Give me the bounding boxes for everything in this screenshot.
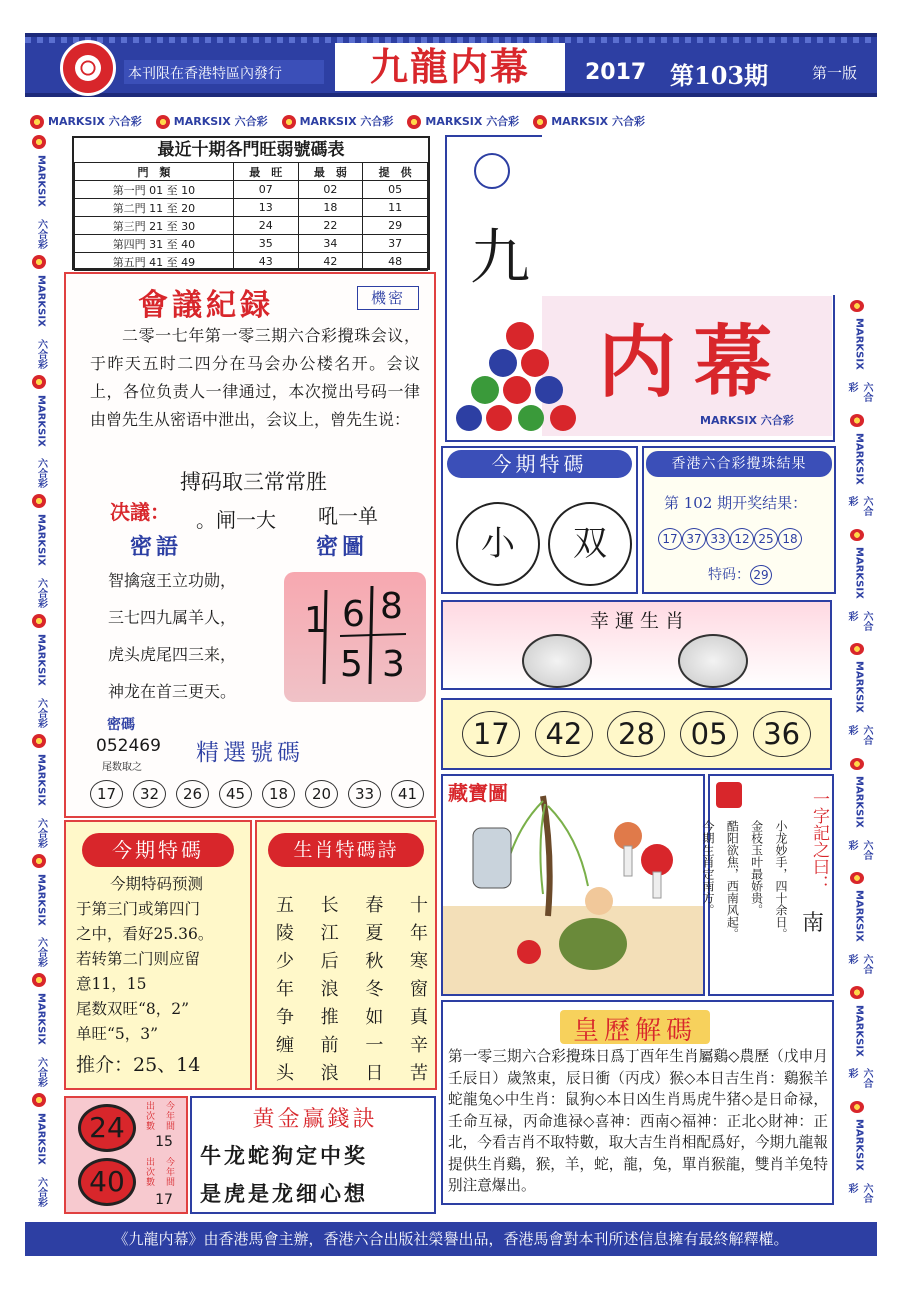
table-cell: 第三門 21 至 30	[75, 217, 234, 235]
table-row	[75, 235, 428, 253]
stat-number: 24	[78, 1104, 136, 1152]
flower-icon	[156, 115, 170, 129]
flower-icon	[30, 115, 44, 129]
table-row	[75, 181, 428, 199]
tip-line: 于第三门或第四门	[76, 900, 201, 918]
table-cell: 18	[298, 199, 363, 217]
tip-line: 意11，15	[76, 975, 147, 993]
table-cell: 29	[363, 217, 428, 235]
calendar-body: 第一零三期六合彩攪珠日爲丁酉年生肖屬鷄◇農歷（戊申月壬辰日）歲煞東，辰日衝（丙戌）猴◇本日吉生肖：鷄猴羊蛇龍兔◇中生肖：鼠狗◇本日凶生肖馬虎牛猪◇是日命禄，壬命互禄，丙命進禄◇喜神：西南◇福神：正北◇財神：正北，今看吉肖不取特數，取大吉生肖相配爲好，今期九龍報提供生肖鷄，猴，羊，蛇，龍，兔，單肖猴龍，雙肖羊兔特别注意爆出。	[448, 1048, 828, 1194]
stat-value: 17	[155, 1192, 173, 1208]
golden-tip-title: 黄金赢錢訣	[252, 1107, 378, 1132]
meeting-quote: 搏码取三常常胜	[180, 470, 327, 494]
appearance-stats-panel	[64, 1096, 188, 1214]
stat-number: 40	[78, 1158, 136, 1206]
distribution-notice: 本刊限在香港特區內發行	[124, 60, 324, 84]
poem-column: 春夏秋冬如一日	[362, 895, 384, 1091]
stat-label: 今年間	[166, 1158, 176, 1188]
table-cell: 24	[233, 217, 298, 235]
number-ball: 32	[133, 780, 166, 808]
flower-icon	[32, 494, 46, 508]
recommendation: 推介：25、14	[76, 1054, 201, 1076]
table-header: 最 旺	[233, 163, 298, 181]
table-grid	[74, 162, 428, 271]
special-label: 特码：	[708, 567, 750, 583]
riddle-column: 今期生肖定南方。	[701, 820, 715, 916]
special-tip-body	[76, 872, 248, 1042]
flower-icon	[75, 55, 101, 81]
riddle-column: 酷阳欲焦，西南风起。	[725, 820, 740, 940]
result-ball: 37	[682, 528, 706, 550]
stat-label: 出次數	[146, 1102, 156, 1132]
table-cell: 35	[233, 235, 298, 253]
today-special-title: 今期特碼	[447, 450, 632, 478]
flower-icon	[850, 872, 864, 884]
secret-diagram-label: 密圖	[316, 534, 369, 560]
table-cell: 05	[363, 181, 428, 199]
top-border-strip: MARKSIX 六合彩 MARKSIX 六合彩 MARKSIX 六合彩 MARKSIX 六合彩 MARKSIX 六合彩	[30, 110, 545, 132]
flower-icon	[32, 375, 46, 389]
table-cell: 第五門 41 至 49	[75, 253, 234, 271]
right-border-strip: MARKSIX 六合彩 MARKSIX 六合彩 MARKSIX 六合彩 MARKSIX 六合彩 MARKSIX 六合彩 MARKSIX 六合彩 MARKSIX 六合彩 MARKSIX 六合彩	[848, 300, 870, 1215]
flower-icon	[533, 115, 547, 129]
table-cell: 48	[363, 253, 428, 271]
table-cell: 42	[298, 253, 363, 271]
issue-year: 2017	[585, 60, 647, 85]
poem-line: 智擒寇王立功勋，	[108, 571, 237, 590]
parity-ring: 双	[548, 502, 632, 586]
treasure-illustration	[443, 776, 703, 994]
table-cell: 11	[363, 199, 428, 217]
number-ball: 05	[680, 711, 738, 757]
number-ball: 45	[219, 780, 252, 808]
logo-blank-area	[542, 135, 835, 295]
marksix-logo: MARKSIX 六合彩	[700, 414, 794, 427]
result-ball: 25	[754, 528, 778, 550]
flower-icon	[850, 529, 864, 541]
newspaper-title: 九龍内幕	[335, 43, 565, 91]
riddle-answer: 南	[802, 911, 825, 936]
meeting-body: 二零一七年第一零三期六合彩攪珠会议，于昨天五时二四分在马会办公楼名开。会议上，各位负责人一律通过，本次搅出号码一律由曾先生从密语中泄出，会议上，曾先生说：	[90, 326, 420, 429]
poem-line: 虎头虎尾四三来，	[108, 645, 237, 664]
poem-column: 长江后浪推前浪	[317, 895, 339, 1091]
lottery-balls-icon	[455, 318, 585, 436]
result-ball: 12	[730, 528, 754, 550]
secret-poem	[108, 562, 278, 712]
diagram-digit: 6	[342, 594, 365, 635]
riddle-prompt: 一字記之曰：	[809, 790, 829, 892]
number-ball: 28	[607, 711, 665, 757]
dragon-icon	[522, 634, 592, 688]
result-ball: 33	[706, 528, 730, 550]
flower-icon	[850, 643, 864, 655]
tip-line: 若转第二门则应留	[76, 950, 201, 968]
golden-tip-line: 是虎是龙细心想	[200, 1181, 368, 1206]
flower-icon	[850, 986, 864, 998]
riddle-column: 小龙妙手，四十余日。	[773, 820, 788, 940]
flower-icon	[32, 614, 46, 628]
tip-line: 尾数双旺“8，2”	[76, 1000, 190, 1018]
draw-result-numbers	[658, 528, 828, 550]
flower-icon	[850, 300, 864, 312]
table-cell: 34	[298, 235, 363, 253]
draw-result-subtitle: 第 102 期开奖结果：	[664, 494, 808, 512]
result-ball: 18	[778, 528, 802, 550]
number-ball: 20	[305, 780, 338, 808]
flower-icon	[850, 758, 864, 770]
table-title: 最近十期各門旺弱號碼表	[74, 138, 428, 163]
table-cell: 第一門 01 至 10	[75, 181, 234, 199]
flower-icon	[32, 854, 46, 868]
decision-label: 决議：	[110, 500, 170, 524]
compass-icon	[474, 153, 510, 189]
table-cell: 13	[233, 199, 298, 217]
zodiac-poem-columns	[270, 895, 430, 1095]
decision-1: 。闸一大	[196, 508, 276, 532]
zodiac-poem-title: 生肖特碼詩	[268, 833, 424, 867]
table-cell: 37	[363, 235, 428, 253]
rooster-icon	[678, 634, 748, 688]
secret-diagram	[284, 572, 426, 702]
number-ball: 26	[176, 780, 209, 808]
flower-icon	[32, 1093, 46, 1107]
flower-icon	[32, 255, 46, 269]
flower-icon	[407, 115, 421, 129]
number-ball: 33	[348, 780, 381, 808]
hot-cold-table	[72, 136, 430, 270]
selected-numbers-title: 精選號碼	[196, 740, 304, 766]
issue-number: 第103期	[670, 61, 769, 90]
meeting-title: 會議紀録	[138, 288, 274, 323]
table-cell: 02	[298, 181, 363, 199]
riddle-columns	[700, 820, 790, 950]
flower-icon	[32, 973, 46, 987]
riddle-column: 金枝玉叶最娇贵。	[749, 820, 764, 916]
footer-disclaimer: 《九龍内幕》由香港馬會主辦，香港六合出版社榮譽出品，香港馬會對本刊所述信息擁有最終解釋權。	[25, 1222, 877, 1256]
table-header: 門 類	[75, 163, 234, 181]
table-row	[75, 253, 428, 271]
treasure-map-panel	[441, 774, 705, 996]
table-cell: 第四門 31 至 40	[75, 235, 234, 253]
poem-column: 五陵少年争缠头	[273, 895, 294, 1091]
left-border-strip: MARKSIX 六合彩 MARKSIX 六合彩 MARKSIX 六合彩 MARKSIX 六合彩 MARKSIX 六合彩 MARKSIX 六合彩 MARKSIX 六合彩 MARKSIX 六合彩 MARKSIX 六合彩	[30, 135, 52, 1215]
secret-words-label: 密語	[130, 534, 183, 560]
bauhinia-emblem-icon	[60, 40, 116, 96]
table-header-row	[75, 163, 428, 181]
flower-icon	[282, 115, 296, 129]
lucky-zodiac-title: 幸運生肖	[589, 610, 690, 632]
flower-icon	[850, 1101, 864, 1113]
treasure-map-title: 藏寶圖	[448, 781, 508, 805]
confidential-badge: 機密	[357, 286, 419, 310]
poem-line: 神龙在首三更天。	[108, 682, 237, 701]
tip-line: 今期特码预测	[110, 875, 204, 893]
flower-icon	[32, 135, 46, 149]
special-ball: 29	[750, 565, 772, 585]
table-row	[75, 199, 428, 217]
recommended-numbers	[441, 698, 832, 770]
calendar-title: 皇歷解碼	[560, 1010, 710, 1044]
table-cell: 22	[298, 217, 363, 235]
number-ball: 36	[753, 711, 811, 757]
selected-numbers	[90, 780, 430, 812]
diagram-digit: 3	[382, 644, 405, 685]
table-cell: 第二門 11 至 20	[75, 199, 234, 217]
size-ring: 小	[456, 502, 540, 586]
table-row	[75, 217, 428, 235]
golden-tip-line: 牛龙蛇狗定中奖	[200, 1143, 368, 1168]
code-hint: 尾数取之	[102, 762, 142, 773]
number-ball: 17	[462, 711, 520, 757]
code-value: 052469	[96, 736, 161, 756]
number-ball: 42	[535, 711, 593, 757]
poem-column: 十年寒窗真辛苦	[406, 895, 428, 1091]
tip-line: 单旺“5，3”	[76, 1025, 159, 1043]
edition-label: 第一版	[812, 64, 858, 82]
table-cell: 07	[233, 181, 298, 199]
ink-icon	[716, 782, 742, 808]
diagram-digit: 1	[304, 600, 327, 641]
flower-icon	[32, 734, 46, 748]
special-tip-title: 今期特碼	[82, 833, 234, 867]
stat-label: 今年間	[166, 1102, 176, 1132]
stat-label: 出次數	[146, 1158, 156, 1188]
code-label: 密碼	[107, 717, 135, 733]
special-number	[708, 564, 788, 586]
table-header: 提 供	[363, 163, 428, 181]
logo-char-nine: 九	[470, 223, 530, 293]
decision-2: 吼一单	[318, 504, 378, 528]
diagram-digit: 8	[380, 586, 403, 627]
stat-value: 15	[155, 1134, 173, 1150]
table-cell: 43	[233, 253, 298, 271]
logo-char-inside: 内幕	[598, 317, 791, 408]
number-ball: 17	[90, 780, 123, 808]
number-ball: 18	[262, 780, 295, 808]
number-ball: 41	[391, 780, 424, 808]
flower-icon	[850, 414, 864, 426]
diagram-digit: 5	[340, 644, 363, 685]
table-header: 最 弱	[298, 163, 363, 181]
tip-line: 之中，看好25.36。	[76, 925, 214, 943]
draw-result-title: 香港六合彩攪珠結果	[646, 451, 832, 477]
poem-line: 三七四九属羊人，	[108, 608, 237, 627]
result-ball: 17	[658, 528, 682, 550]
